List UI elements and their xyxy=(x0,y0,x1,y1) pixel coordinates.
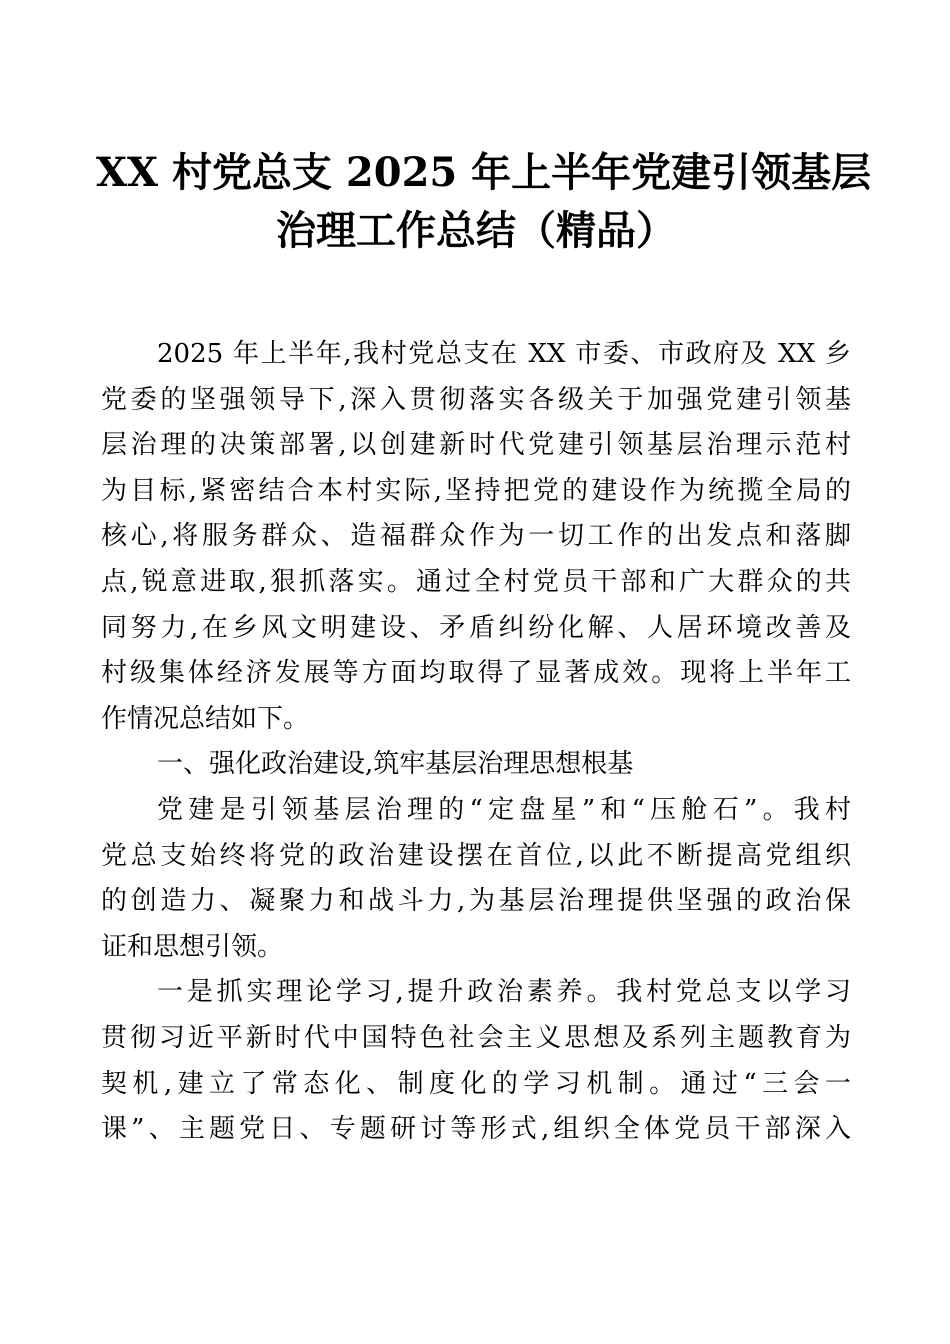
intro-line: 同努力,在乡风文明建设、矛盾纠纷化解、人居环境改善及 xyxy=(101,612,851,643)
section-1-line: 党建是引领基层治理的“定盘星”和“压舱石”。我村 xyxy=(157,794,851,825)
section-1-line: 的创造力、凝聚力和战斗力,为基层治理提供坚强的政治保 xyxy=(101,886,851,917)
point-1-line: 契机,建立了常态化、制度化的学习机制。通过“三会一 xyxy=(101,1068,851,1099)
intro-line: 为目标,紧密结合本村实际,坚持把党的建设作为统揽全局的 xyxy=(101,475,851,506)
section-1-line: 证和思想引领。 xyxy=(101,931,284,962)
intro-line: 村级集体经济发展等方面均取得了显著成效。现将上半年工 xyxy=(101,658,851,689)
point-1-line: 一是抓实理论学习,提升政治素养。我村党总支以学习 xyxy=(157,977,851,1008)
intro-line: 层治理的决策部署,以创建新时代党建引领基层治理示范村 xyxy=(101,430,851,461)
intro-line: 核心,将服务群众、造福群众作为一切工作的出发点和落脚 xyxy=(101,521,851,552)
document-body xyxy=(101,332,851,1153)
point-1-line: 课”、主题党日、专题研讨等形式,组织全体党员干部深入 xyxy=(101,1114,851,1145)
intro-line: 点,锐意进取,狠抓落实。通过全村党员干部和广大群众的共 xyxy=(101,566,851,597)
point-1-line: 贯彻习近平新时代中国特色社会主义思想及系列主题教育为 xyxy=(101,1022,851,1053)
section-heading: 一、强化政治建设,筑牢基层治理思想根基 xyxy=(157,749,634,780)
document-title xyxy=(96,144,872,260)
intro-line: 2025 年上半年,我村党总支在 XX 市委、市政府及 XX 乡 xyxy=(157,339,851,369)
title-line-1: XX 村党总支 2025 年上半年党建引领基层 xyxy=(96,149,872,196)
intro-line: 作情况总结如下。 xyxy=(101,703,310,734)
title-line-2: 治理工作总结（精品） xyxy=(276,207,676,254)
section-1-line: 党总支始终将党的政治建设摆在首位,以此不断提高党组织 xyxy=(101,840,851,871)
intro-line: 党委的坚强领导下,深入贯彻落实各级关于加强党建引领基 xyxy=(101,384,851,415)
